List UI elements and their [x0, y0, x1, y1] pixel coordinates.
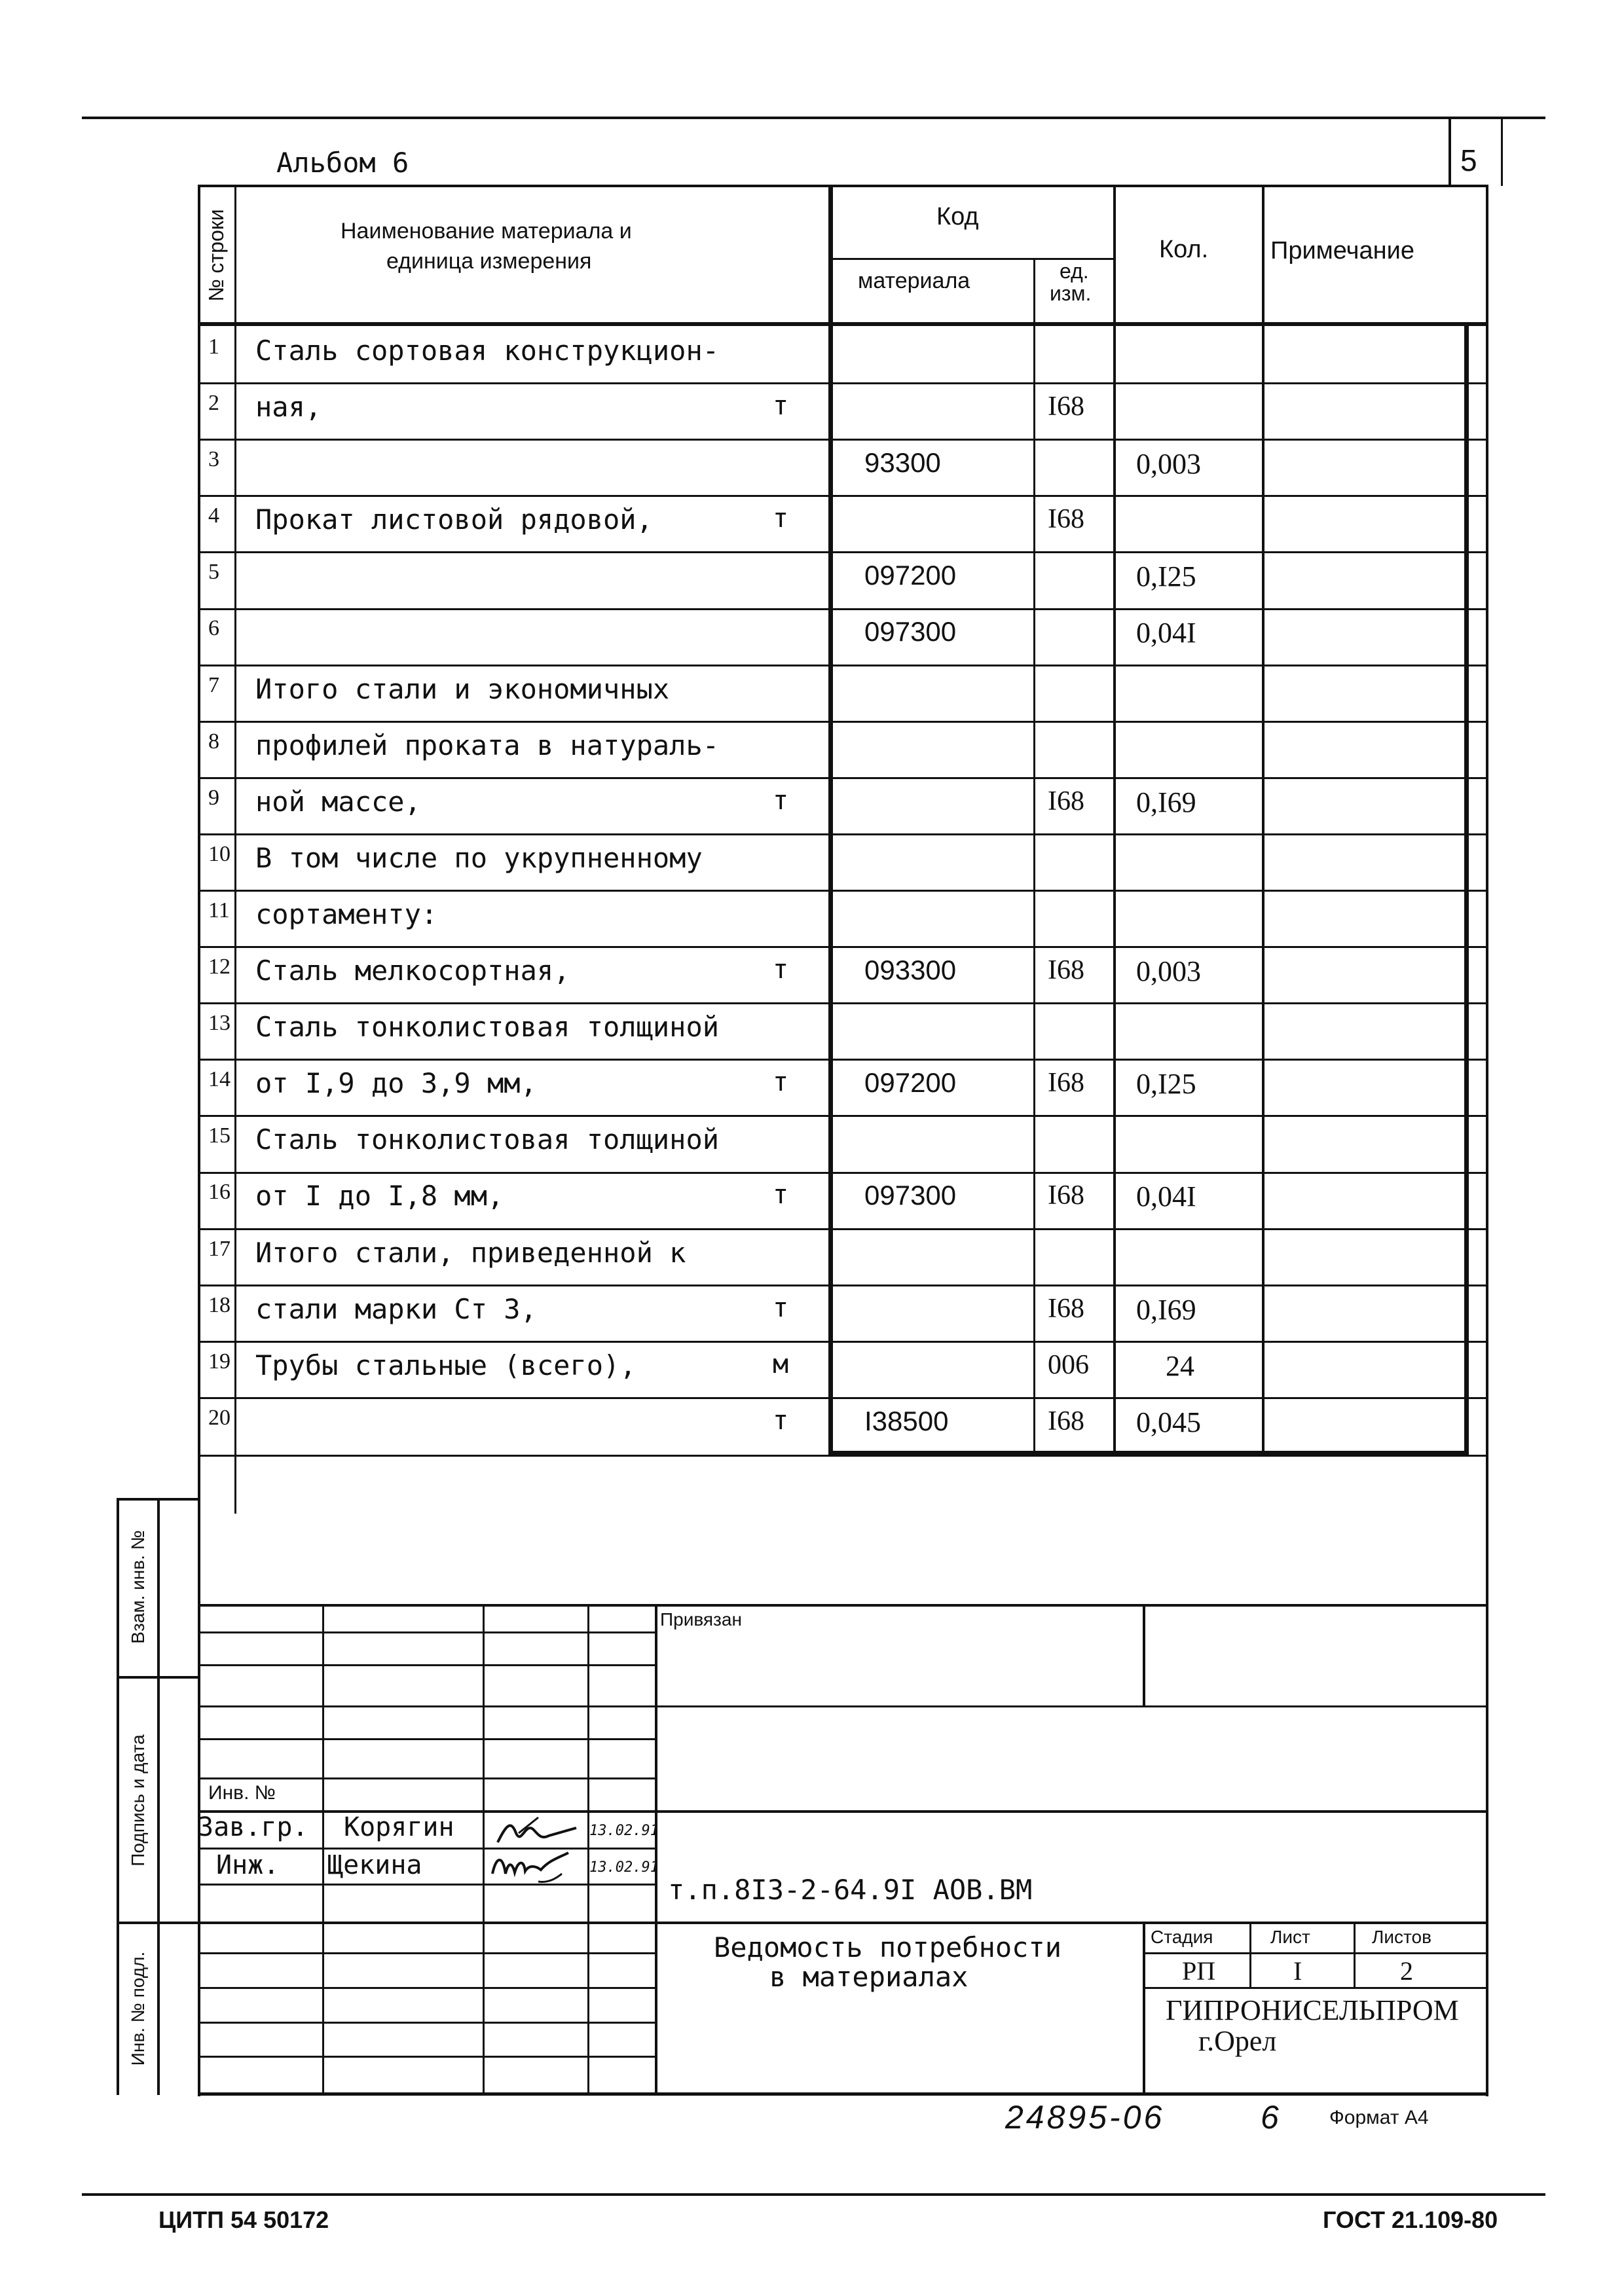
unit-code: I68	[1048, 955, 1084, 985]
unit-symbol: т	[773, 786, 789, 816]
unit-symbol: м	[773, 1349, 789, 1379]
original-inv-label: Инв. № подл.	[128, 1951, 148, 2066]
date-shchekina: 13.02.91	[589, 1859, 659, 1876]
quantity: 24	[1166, 1350, 1194, 1382]
material-name: Сталь тонколистовая толщиной	[255, 1011, 720, 1043]
unit-symbol: т	[773, 1293, 789, 1323]
name-shchekina: Щекина	[327, 1850, 422, 1880]
material-name: В том числе по укрупненному	[255, 842, 703, 874]
material-code: 097300	[864, 616, 957, 647]
inv-number-label: Инв. №	[208, 1782, 276, 1804]
unit-code: I68	[1048, 1180, 1084, 1211]
row-number: 8	[208, 729, 219, 754]
material-name: Итого стали, приведенной к	[255, 1237, 686, 1269]
archive-page: 6	[1261, 2099, 1279, 2136]
row-number: 20	[208, 1406, 231, 1430]
quantity: 0,04I	[1136, 617, 1196, 649]
unit-code: I68	[1048, 1406, 1084, 1436]
quantity: 0,I25	[1136, 560, 1196, 592]
quantity: 0,045	[1136, 1406, 1201, 1438]
footer-left: ЦИТП 54 50172	[158, 2206, 329, 2233]
date-koryagin: 13.02.91	[589, 1823, 659, 1839]
row-number: 6	[208, 616, 219, 640]
material-code: 093300	[864, 955, 957, 985]
stage-header: Стадия	[1151, 1927, 1213, 1947]
material-name: профилей проката в натураль-	[255, 729, 720, 761]
quantity: 0,I69	[1136, 786, 1196, 818]
row-number: 7	[208, 673, 219, 697]
row-number: 2	[208, 391, 219, 415]
row-number: 5	[208, 560, 219, 584]
material-name: стали марки Ст 3,	[255, 1293, 537, 1325]
row-number: 17	[208, 1237, 231, 1261]
unit-code: I68	[1048, 786, 1084, 816]
row-number: 16	[208, 1180, 231, 1204]
material-code: 097300	[864, 1180, 957, 1211]
attached-label: Привязан	[660, 1609, 742, 1630]
unit-symbol: т	[773, 1180, 789, 1210]
material-name: от I,9 до 3,9 мм,	[255, 1067, 537, 1099]
document-title-line2: в материалах	[769, 1961, 969, 1993]
paper-format: Формат А4	[1329, 2107, 1429, 2128]
unit-code: 006	[1048, 1350, 1089, 1380]
quantity: 0,003	[1136, 448, 1201, 480]
row-number: 12	[208, 955, 231, 979]
organization-name: ГИПРОНИСЕЛЬПРОМ	[1166, 1994, 1459, 2026]
row-number: 19	[208, 1349, 231, 1374]
unit-header: ед.	[1060, 259, 1089, 283]
role-engineer: Инж.	[216, 1850, 280, 1880]
role-group-head: Зав.гр.	[198, 1812, 308, 1842]
quantity: 0,04I	[1136, 1180, 1196, 1212]
material-name: от I до I,8 мм,	[255, 1180, 504, 1212]
material-code: 097200	[864, 1067, 957, 1098]
sheet-value: I	[1293, 1956, 1302, 1986]
unit-code: I68	[1048, 504, 1084, 534]
row-number: 1	[208, 335, 219, 359]
unit-code: I68	[1048, 392, 1084, 422]
qty-header: Кол.	[1159, 236, 1209, 263]
material-name: Итого стали и экономичных	[255, 673, 670, 705]
material-name: сортаменту:	[255, 898, 438, 930]
quantity: 0,003	[1136, 955, 1201, 987]
unit-symbol: т	[773, 955, 789, 985]
document-title-line1: Ведомость потребности	[714, 1931, 1062, 1963]
document-code: т.п.8I3-2-64.9I АОВ.ВМ	[668, 1874, 1033, 1906]
archive-number: 24895-06	[1005, 2099, 1165, 2136]
material-name: ная,	[255, 391, 322, 423]
row-number: 4	[208, 503, 219, 528]
name-header: Наименование материала и	[341, 219, 632, 244]
material-name: Сталь тонколистовая толщиной	[255, 1123, 720, 1156]
footer-right: ГОСТ 21.109-80	[1323, 2206, 1498, 2233]
signature-koryagin	[492, 1813, 584, 1850]
unit-symbol: т	[773, 391, 789, 421]
row-number: 3	[208, 447, 219, 471]
material-code: I38500	[864, 1406, 949, 1436]
material-code: 097200	[864, 560, 957, 591]
material-name: Прокат листовой рядовой,	[255, 503, 653, 536]
sheets-header: Листов	[1372, 1927, 1431, 1947]
unit-code: I68	[1048, 1294, 1084, 1324]
name-header-line2: единица измерения	[386, 249, 592, 274]
row-number-header: № строки	[204, 209, 228, 302]
row-number: 11	[208, 898, 230, 922]
row-number: 14	[208, 1067, 231, 1091]
material-name: Трубы стальные (всего),	[255, 1349, 637, 1381]
signature-date-label: Подпись и дата	[128, 1734, 148, 1867]
material-code-header: материала	[858, 268, 970, 293]
row-number: 9	[208, 786, 219, 810]
material-name: ной массе,	[255, 786, 421, 818]
material-name: Сталь сортовая конструкцион-	[255, 335, 720, 367]
signature-shchekina	[486, 1848, 578, 1887]
unit-header-line2: изм.	[1050, 282, 1092, 305]
note-header: Примечание	[1270, 237, 1414, 264]
material-name: Сталь мелкосортная,	[255, 955, 570, 987]
replaced-inv-label: Взам. инв. №	[128, 1530, 148, 1644]
row-number: 15	[208, 1123, 231, 1148]
album-label: Альбом 6	[276, 147, 409, 179]
row-number: 10	[208, 842, 231, 866]
row-number: 18	[208, 1293, 231, 1317]
unit-symbol: т	[773, 1406, 789, 1436]
unit-code: I68	[1048, 1068, 1084, 1098]
sheets-value: 2	[1400, 1956, 1413, 1986]
sheet-header: Лист	[1270, 1927, 1310, 1947]
code-header: Код	[936, 203, 979, 230]
name-koryagin: Корягин	[344, 1812, 454, 1842]
organization-city: г.Орел	[1198, 2025, 1277, 2057]
quantity: 0,I69	[1136, 1294, 1196, 1326]
unit-symbol: т	[773, 1067, 789, 1097]
stage-value: РП	[1182, 1956, 1216, 1986]
row-number: 13	[208, 1011, 231, 1035]
unit-symbol: т	[773, 503, 789, 534]
page-number: 5	[1460, 143, 1477, 177]
material-code: 93300	[864, 447, 941, 478]
quantity: 0,I25	[1136, 1068, 1196, 1100]
